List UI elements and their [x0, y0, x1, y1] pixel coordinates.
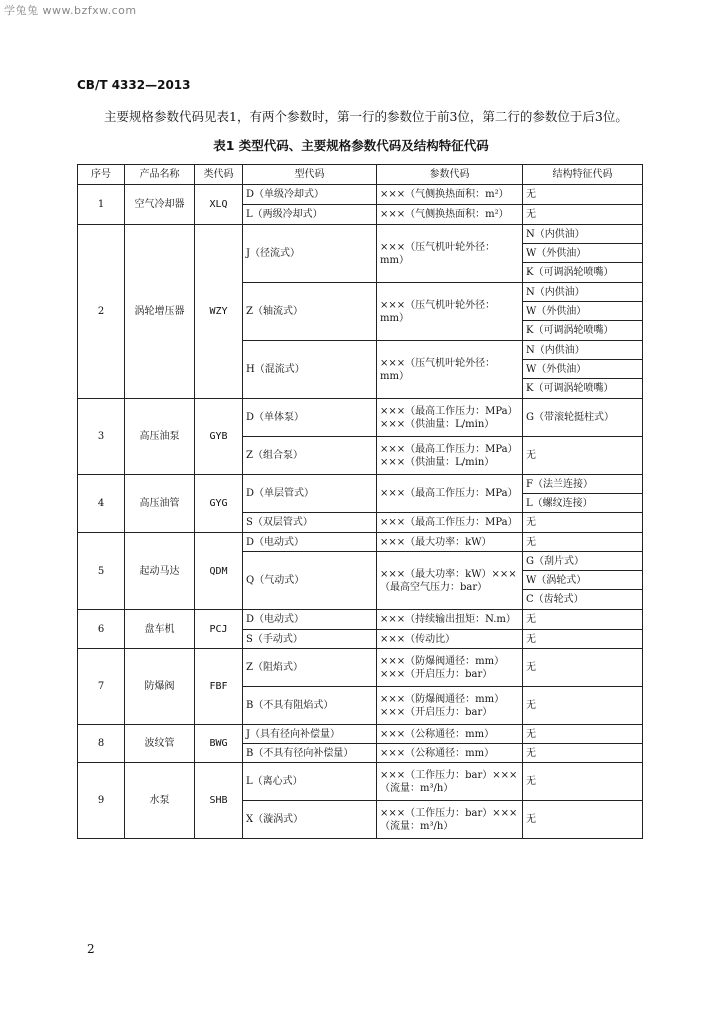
feature-code-cell: 无 [523, 801, 643, 839]
seq-cell: 8 [78, 725, 125, 763]
param-code-cell: ×××（压气机叶轮外径：mm） [377, 225, 523, 283]
table-header-row [78, 165, 643, 185]
param-code-cell: ×××（最高工作压力：MPa） ×××（供油量：L/min） [377, 399, 523, 437]
feature-code-cell: 无 [523, 610, 643, 630]
table-row [78, 649, 643, 687]
seq-cell: 2 [78, 225, 125, 399]
param-code-cell: ×××（最大功率：kW）×××（最高空气压力：bar） [377, 552, 523, 610]
type-code-cell: J（径流式） [243, 225, 377, 283]
param-code-cell: ×××（防爆阀通径：mm） ×××（开启压力：bar） [377, 649, 523, 687]
feature-code-cell: 无 [523, 437, 643, 475]
feature-code-cell: W（涡轮式） [523, 571, 643, 590]
feature-code-cell: G（刮片式） [523, 552, 643, 571]
product-name-cell: 盘车机 [125, 610, 195, 649]
header-feature-code: 结构特征代码 [523, 165, 643, 185]
param-code-cell: ×××（气侧换热面积：m²） [377, 185, 523, 205]
product-name-cell: 水泵 [125, 763, 195, 839]
param-code-cell: ×××（最大功率：kW） [377, 533, 523, 552]
feature-code-cell: C（齿轮式） [523, 590, 643, 610]
type-code-cell: Z（阻焰式） [243, 649, 377, 687]
code-table [77, 164, 643, 839]
param-code-cell: ×××（最高工作压力：MPa） [377, 475, 523, 513]
type-code-cell: S（手动式） [243, 630, 377, 649]
table-row [78, 533, 643, 552]
type-code-cell: B（不具有径向补偿量） [243, 744, 377, 763]
seq-cell: 7 [78, 649, 125, 725]
type-code-cell: X（漩涡式） [243, 801, 377, 839]
param-code-cell: ×××（压气机叶轮外径：mm） [377, 283, 523, 341]
class-code-cell: XLQ [195, 185, 243, 225]
class-code-cell: SHB [195, 763, 243, 839]
param-code-cell: ×××（压气机叶轮外径：mm） [377, 341, 523, 399]
type-code-cell: L（离心式） [243, 763, 377, 801]
seq-cell: 5 [78, 533, 125, 610]
standard-number: CB/T 4332—2013 [77, 78, 191, 92]
type-code-cell: Z（组合泵） [243, 437, 377, 475]
param-code-cell: ×××（传动比） [377, 630, 523, 649]
type-code-cell: Q（气动式） [243, 552, 377, 610]
feature-code-cell: 无 [523, 687, 643, 725]
feature-code-cell: 无 [523, 630, 643, 649]
product-name-cell: 高压油管 [125, 475, 195, 533]
table-row [78, 763, 643, 801]
feature-code-cell: K（可调涡轮喷嘴） [523, 321, 643, 341]
feature-code-cell: L（螺纹连接） [523, 494, 643, 513]
watermark: 学兔兔 www.bzfxw.com [4, 4, 137, 17]
class-code-cell: GYB [195, 399, 243, 475]
type-code-cell: D（单层管式） [243, 475, 377, 513]
table-caption: 表1 类型代码、主要规格参数代码及结构特征代码 [213, 138, 489, 153]
feature-code-cell: W（外供油） [523, 360, 643, 379]
type-code-cell: J（具有径向补偿量） [243, 725, 377, 744]
header-seq: 序号 [78, 165, 125, 185]
type-code-cell: D（电动式） [243, 533, 377, 552]
intro-paragraph: 主要规格参数代码见表1，有两个参数时，第一行的参数位于前3位，第二行的参数位于后3位。 [104, 109, 628, 124]
type-code-cell: D（电动式） [243, 610, 377, 630]
seq-cell: 1 [78, 185, 125, 225]
param-code-cell: ×××（公称通径：mm） [377, 744, 523, 763]
header-product-name: 产品名称 [125, 165, 195, 185]
table-row [78, 225, 643, 244]
feature-code-cell: 无 [523, 744, 643, 763]
type-code-cell: S（双层管式） [243, 513, 377, 533]
feature-code-cell: 无 [523, 205, 643, 225]
param-code-cell: ×××（公称通径：mm） [377, 725, 523, 744]
feature-code-cell: F（法兰连接） [523, 475, 643, 494]
table-row [78, 475, 643, 494]
seq-cell: 4 [78, 475, 125, 533]
product-name-cell: 空气冷却器 [125, 185, 195, 225]
param-code-cell: ×××（工作压力：bar）×××（流量：m³/h） [377, 763, 523, 801]
class-code-cell: GYG [195, 475, 243, 533]
feature-code-cell: K（可调涡轮喷嘴） [523, 379, 643, 399]
feature-code-cell: W（外供油） [523, 244, 643, 263]
table-row [78, 610, 643, 630]
feature-code-cell: N（内供油） [523, 225, 643, 244]
product-name-cell: 高压油泵 [125, 399, 195, 475]
table-body [78, 185, 643, 839]
header-type-code: 型代码 [243, 165, 377, 185]
feature-code-cell: 无 [523, 533, 643, 552]
product-name-cell: 波纹管 [125, 725, 195, 763]
page-number: 2 [87, 942, 95, 956]
feature-code-cell: 无 [523, 185, 643, 205]
feature-code-cell: N（内供油） [523, 341, 643, 360]
param-code-cell: ×××（最高工作压力：MPa） [377, 513, 523, 533]
feature-code-cell: G（带滚轮挺柱式） [523, 399, 643, 437]
class-code-cell: BWG [195, 725, 243, 763]
class-code-cell: FBF [195, 649, 243, 725]
header-class-code: 类代码 [195, 165, 243, 185]
product-name-cell: 起动马达 [125, 533, 195, 610]
feature-code-cell: 无 [523, 513, 643, 533]
type-code-cell: Z（轴流式） [243, 283, 377, 341]
type-code-cell: D（单体泵） [243, 399, 377, 437]
type-code-cell: L（两级冷却式） [243, 205, 377, 225]
feature-code-cell: 无 [523, 763, 643, 801]
class-code-cell: QDM [195, 533, 243, 610]
param-code-cell: ×××（气侧换热面积：m²） [377, 205, 523, 225]
feature-code-cell: 无 [523, 649, 643, 687]
type-code-cell: H（混流式） [243, 341, 377, 399]
seq-cell: 3 [78, 399, 125, 475]
seq-cell: 6 [78, 610, 125, 649]
header-param-code: 参数代码 [377, 165, 523, 185]
type-code-cell: D（单级冷却式） [243, 185, 377, 205]
param-code-cell: ×××（防爆阀通径：mm） ×××（开启压力：bar） [377, 687, 523, 725]
feature-code-cell: N（内供油） [523, 283, 643, 302]
product-name-cell: 防爆阀 [125, 649, 195, 725]
seq-cell: 9 [78, 763, 125, 839]
type-code-cell: B（不具有阻焰式） [243, 687, 377, 725]
table-row [78, 399, 643, 437]
feature-code-cell: K（可调涡轮喷嘴） [523, 263, 643, 283]
table-row [78, 725, 643, 744]
class-code-cell: PCJ [195, 610, 243, 649]
feature-code-cell: W（外供油） [523, 302, 643, 321]
param-code-cell: ×××（最高工作压力：MPa） ×××（供油量：L/min） [377, 437, 523, 475]
feature-code-cell: 无 [523, 725, 643, 744]
product-name-cell: 涡轮增压器 [125, 225, 195, 399]
table-row [78, 185, 643, 205]
param-code-cell: ×××（持续输出扭矩：N.m） [377, 610, 523, 630]
param-code-cell: ×××（工作压力：bar）×××（流量：m³/h） [377, 801, 523, 839]
class-code-cell: WZY [195, 225, 243, 399]
